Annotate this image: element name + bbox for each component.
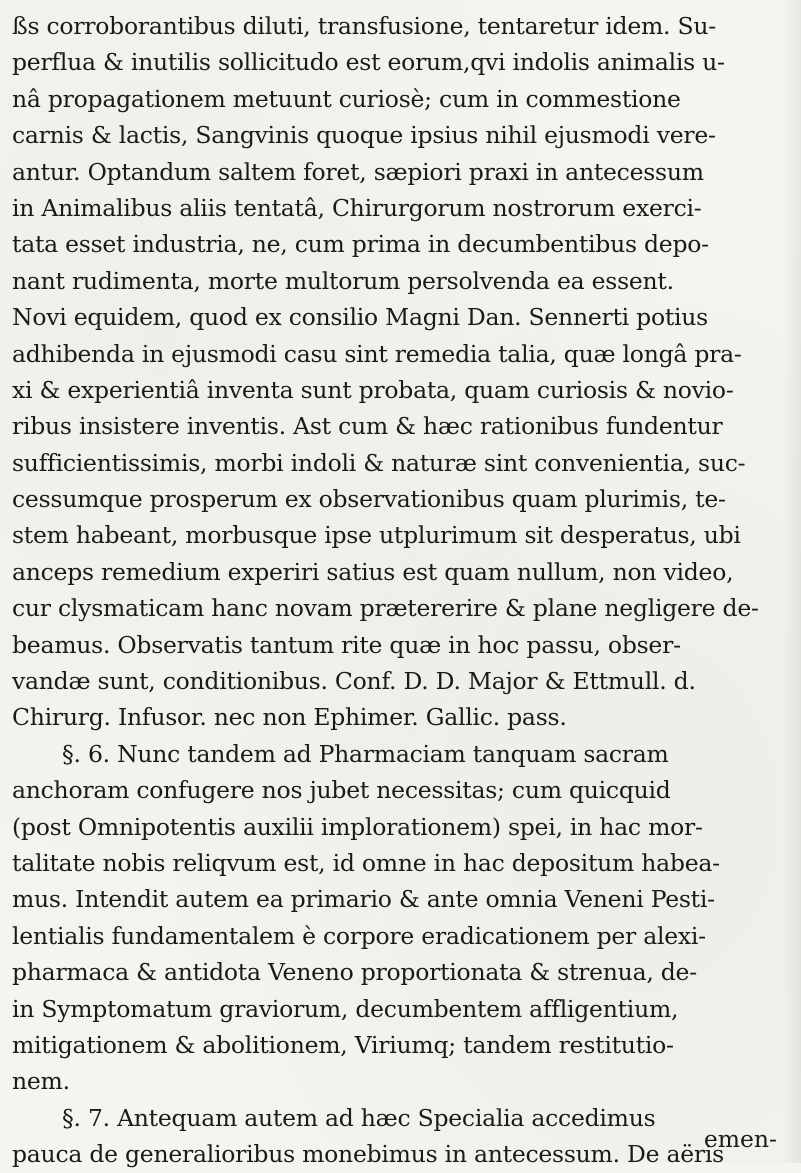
- section-heading-line: §. 7. Antequam autem ad hæc Specialia accedimus: [62, 1103, 656, 1132]
- text-line: xi & experientiâ inventa sunt probata, quam curiosis & novio-: [12, 375, 734, 404]
- text-line: (post Omnipotentis auxilii implorationem) spei, in hac mor-: [12, 812, 703, 841]
- text-line: Novi equidem, quod ex consilio Magni Dan. Sennerti potius: [12, 303, 708, 332]
- body-text: [12, 8, 788, 1173]
- text-line: carnis & lactis, Sangvinis quoque ipsius nihil ejusmodi vere-: [12, 121, 716, 150]
- text-line: Chirurg. Infusor. nec non Ephimer. Gallic. pass.: [12, 703, 567, 732]
- section-heading-line: §. 6. Nunc tandem ad Pharmaciam tanquam sacram: [62, 739, 669, 768]
- text-line: nem.: [12, 1067, 70, 1096]
- text-line: cur clysmaticam hanc novam prætererire & plane negligere de-: [12, 594, 759, 623]
- text-line: anchoram confugere nos jubet necessitas; cum quicquid: [12, 776, 671, 805]
- text-line: ßs corroborantibus diluti, transfusione, tentaretur idem. Su-: [12, 12, 716, 40]
- text-line: talitate nobis reliqvum est, id omne in hac depositum habea-: [12, 848, 720, 877]
- text-line: stem habeant, morbusque ipse utplurimum sit desperatus, ubi: [12, 521, 741, 550]
- text-line: mitigationem & abolitionem, Viriumq; tandem restitutio-: [12, 1030, 674, 1059]
- text-line: pauca de generalioribus monebimus in antecessum. De aëris: [12, 1140, 724, 1169]
- text-line: cessumque prosperum ex observationibus quam plurimis, te-: [12, 485, 726, 514]
- text-line: ribus insistere inventis. Ast cum & hæc rationibus fundentur: [12, 412, 723, 441]
- text-line: perflua & inutilis sollicitudo est eorum,qvi indolis animalis u-: [12, 48, 725, 77]
- catchword: emen-: [703, 1125, 777, 1153]
- text-line: nâ propagationem metuunt curiosè; cum in commestione: [12, 84, 681, 113]
- text-line: tata esset industria, ne, cum prima in decumbentibus depo-: [12, 230, 709, 259]
- text-line: mus. Intendit autem ea primario & ante omnia Veneni Pesti-: [12, 885, 715, 914]
- text-line: in Animalibus aliis tentatâ, Chirurgorum nostrorum exerci-: [12, 193, 702, 222]
- text-line: nant rudimenta, morte multorum persolvenda ea essent.: [12, 266, 674, 295]
- text-line: sufficientissimis, morbi indoli & naturæ sint convenientia, suc-: [12, 448, 746, 477]
- text-line: vandæ sunt, conditionibus. Conf. D. D. Major & Ettmull. d.: [12, 667, 696, 696]
- text-line: pharmaca & antidota Veneno proportionata & strenua, de-: [12, 958, 697, 987]
- text-line: antur. Optandum saltem foret, sæpiori praxi in antecessum: [12, 157, 704, 186]
- text-line: anceps remedium experiri satius est quam nullum, non video,: [12, 557, 734, 586]
- text-line: in Symptomatum graviorum, decumbentem affligentium,: [12, 994, 679, 1023]
- text-line: beamus. Observatis tantum rite quæ in hoc passu, obser-: [12, 630, 681, 659]
- text-line: lentialis fundamentalem è corpore eradicationem per alexi-: [12, 921, 706, 950]
- text-line: adhibenda in ejusmodi casu sint remedia talia, quæ longâ pra-: [12, 339, 742, 368]
